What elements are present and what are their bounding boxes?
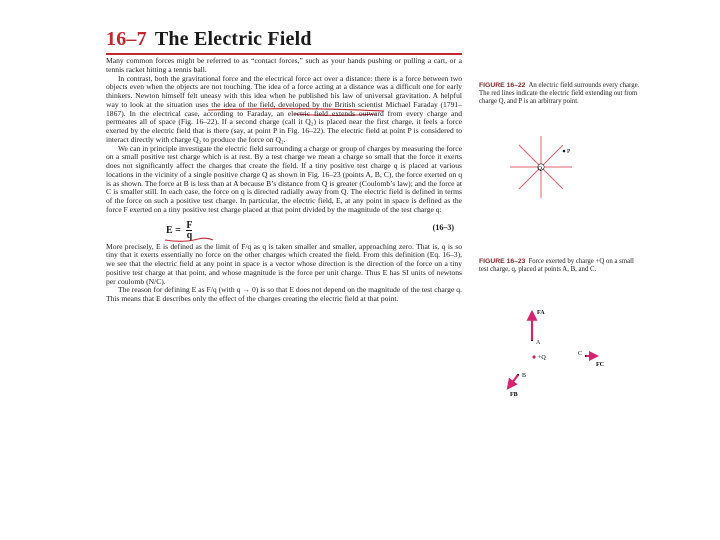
paragraph-5: The reason for defining E as F/q (with q → 0) is so that E does not depend on the magnitude of the test charge q. This means that E describes only the effect of the charges creating the electric field at that point. (106, 285, 462, 303)
paragraph-1: Many common forces might be referred to as “contact forces,” such as your hands pushing or pulling a cart, or a tennis racket hitting a tennis ball. (106, 56, 462, 74)
force-b-label: FB (510, 392, 518, 398)
figure-caption-16-23 (479, 258, 644, 274)
figure-label: FIGURE 16–23 (479, 258, 526, 265)
equation-row (106, 215, 462, 243)
body-text (106, 57, 462, 304)
force-a-label: FA (537, 310, 545, 316)
figure-caption-16-22 (479, 82, 644, 106)
force-c-label: FC (596, 362, 604, 368)
point-p-label: P (567, 149, 571, 155)
charge-plus-q-label: +Q (538, 355, 546, 361)
figure-caption-text: An electric field surrounds every charge. The red lines indicate the electric field extending out from charge Q, and P is an arbitrary point. (479, 82, 640, 105)
section-heading (106, 28, 312, 51)
paragraph-2: In contrast, both the gravitational force and the electrical force act over a distance: there is a force between two objects even when the objects are not touching. The idea of a force acting at a distance was a difficult one for early thinkers. Newton himself felt uneasy with this idea when he published his law of universal gravitation. A helpful way to look at the situation uses the idea of the field, developed by the British scientist Michael Faraday (1791–1867). In the electrical case, according to Faraday, an electric field extends outward from every charge and permeates all of space (Fig. 16–22). If a second charge (call it Q₂) is placed near the first charge, it feels a force exerted by the electric field that is there (say, at point P in Fig. 16–22). The electric field at point P is considered to interact directly with charge Q₂ to produce the force on Q₂. (106, 73, 462, 144)
equation-numerator: F (186, 219, 193, 231)
paragraph-4: More precisely, E is defined as the limit of F/q as q is taken smaller and smaller, approaching zero. That is, q is so tiny that it exerts essentially no force on the other charges which created the field. From this definition (Eq. 16–3), we see that the electric field at any point in space is a vector whose direction is the direction of the force on a tiny positive test charge at that point, and whose magnitude is the force per unit charge. Thus E has SI units of newtons per coulomb (N/C). (106, 241, 462, 286)
section-number: 16–7 (106, 28, 147, 50)
point-b-label: B (522, 373, 527, 379)
equation-lhs: E = (166, 224, 181, 236)
equation-number: (16–3) (432, 222, 454, 232)
point-a-label: A (536, 340, 541, 346)
heading-rule (106, 53, 462, 55)
point-c-label: C (578, 351, 583, 357)
textbook-page (96, 22, 666, 522)
electric-field-diagram (506, 132, 576, 202)
paragraph-3: We can in principle investigate the electric field surrounding a charge or group of charges by measuring the force on a small positive test charge which is at rest. By a test charge we mean a charge so small that the force it exerts does not significantly affect the charges that create the field. If a tiny positive test charge q is placed at various locations in the vicinity of a single positive charge Q as shown in Fig. 16–23 (points A, B, C), the force exerted on q is as shown. The force at B is less than at A because B’s distance from Q is greater (Coulomb’s law); and the force at C is smaller still. In each case, the force on q is directed radially away from Q. The electric field is defined in terms of the force on such a positive test charge. In particular, the electric field, E, at any point in space is defined as the force F exerted on a tiny positive test charge placed at that point divided by the magnitude of the test charge q: (106, 143, 462, 214)
figure-label: FIGURE 16–22 (479, 82, 526, 89)
figure-caption-text: Force exerted by charge +Q on a small test charge, q, placed at points A, B, and C. (479, 258, 634, 273)
pen-underline-equation (164, 237, 214, 243)
test-charge-force-diagram (496, 292, 616, 402)
equation-denominator: q (186, 229, 193, 241)
section-title: The Electric Field (154, 28, 312, 50)
charge-q-label: Q (537, 166, 542, 172)
